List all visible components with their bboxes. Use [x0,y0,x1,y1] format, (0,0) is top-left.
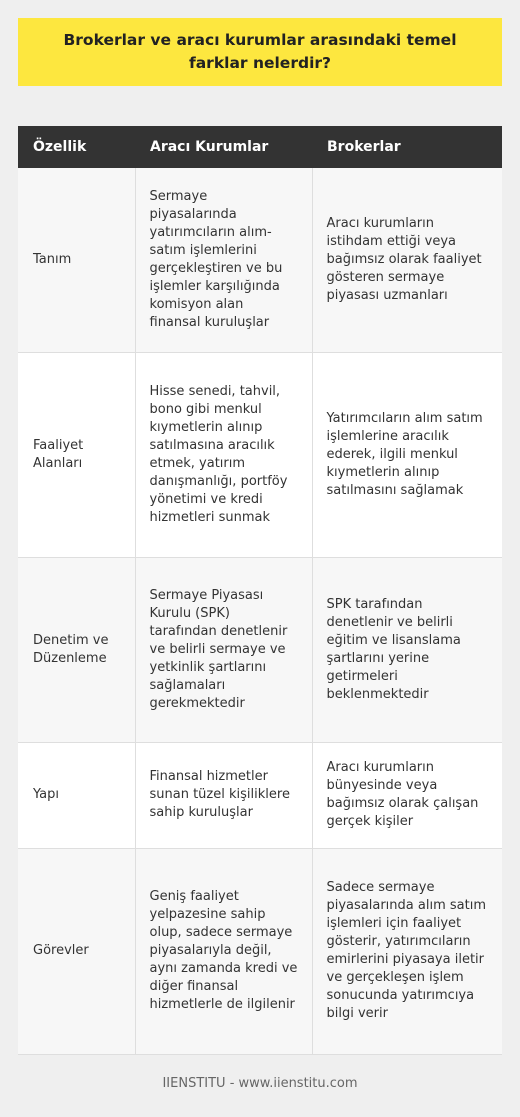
table-row [18,557,502,742]
header-ozellik: Özellik [18,126,135,168]
title-banner [18,18,502,86]
araci-cell: Sermaye Piyasası Kurulu (SPK) tarafından denetlenir ve belirli sermaye ve yetkinlik şartlarını sağlamaları gerekmektedir [135,557,312,742]
araci-cell: Geniş faaliyet yelpazesine sahip olup, sadece sermaye piyasalarıyla değil, aynı zamanda kredi ve diğer finansal hizmetlerle de ilgilenir [135,848,312,1054]
footer-credit: IIENSTITU - www.iienstitu.com [162,1076,358,1091]
broker-cell: Yatırımcıların alım satım işlemlerine aracılık ederek, ilgili menkul kıymetlerin alınıp satılmasını sağlamak [312,352,502,557]
page-title: Brokerlar ve aracı kurumlar arasındaki temel farklar nelerdir? [63,31,457,72]
header-araci-kurumlar: Aracı Kurumlar [135,126,312,168]
araci-cell: Hisse senedi, tahvil, bono gibi menkul kıymetlerin alınıp satılmasına aracılık etmek, yatırım danışmanlığı, portföy yönetimi ve kredi hizmetleri sunmak [135,352,312,557]
broker-cell: Aracı kurumların istihdam ettiği veya bağımsız olarak faaliyet gösteren sermaye piyasası uzmanları [312,168,502,352]
feature-cell: Görevler [18,848,135,1054]
header-row [18,126,502,168]
broker-cell: SPK tarafından denetlenir ve belirli eğitim ve lisanslama şartlarını yerine getirmeleri beklenmektedir [312,557,502,742]
table-row [18,352,502,557]
araci-cell: Finansal hizmetler sunan tüzel kişiliklere sahip kuruluşlar [135,742,312,848]
table-row [18,742,502,848]
table-row [18,168,502,352]
feature-cell: Tanım [18,168,135,352]
comparison-table [18,126,502,1055]
table-header [18,126,502,168]
header-brokerlar: Brokerlar [312,126,502,168]
broker-cell: Aracı kurumların bünyesinde veya bağımsız olarak çalışan gerçek kişiler [312,742,502,848]
feature-cell: Denetim ve Düzenleme [18,557,135,742]
table-row [18,848,502,1054]
feature-cell: Faaliyet Alanları [18,352,135,557]
broker-cell: Sadece sermaye piyasalarında alım satım işlemleri için faaliyet gösterir, yatırımcıların emirlerini piyasaya iletir ve gerçekleşen işlem sonucunda yatırımcıya bilgi verir [312,848,502,1054]
feature-cell: Yapı [18,742,135,848]
araci-cell: Sermaye piyasalarında yatırımcıların alım-satım işlemlerini gerçekleştiren ve bu işlemler karşılığında komisyon alan finansal kuruluşlar [135,168,312,352]
table-body [18,168,502,1054]
